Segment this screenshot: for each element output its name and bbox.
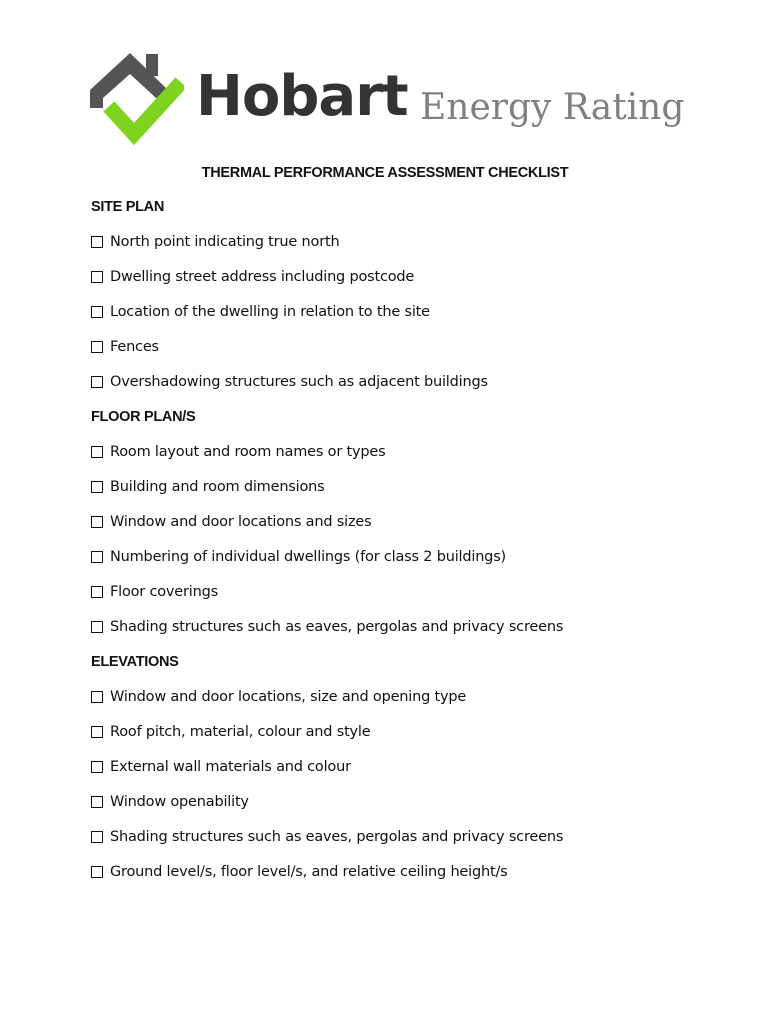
checklist-item-label: External wall materials and colour [110, 759, 351, 775]
checklist-item-label: Location of the dwelling in relation to the site [110, 304, 430, 320]
checklist-item-label: Ground level/s, floor level/s, and relative ceiling height/s [110, 864, 508, 880]
checkbox[interactable] [91, 761, 103, 773]
checklist-item-label: Shading structures such as eaves, pergolas and privacy screens [110, 619, 564, 635]
checklist-item-label: Window openability [110, 794, 249, 810]
checkbox[interactable] [91, 586, 103, 598]
section-heading: ELEVATIONS [91, 654, 179, 670]
checklist-item [91, 512, 731, 547]
checklist-item-label: Building and room dimensions [110, 479, 325, 495]
checklist-item [91, 722, 731, 757]
checkbox[interactable] [91, 306, 103, 318]
checklist-item [91, 477, 731, 512]
checklist-item [91, 442, 731, 477]
checkbox[interactable] [91, 726, 103, 738]
checklist-item [91, 757, 731, 792]
checklist-item-label: Floor coverings [110, 584, 218, 600]
checklist-item [91, 337, 731, 372]
checklist-item [91, 372, 731, 407]
checklist-item [91, 617, 731, 652]
checkbox[interactable] [91, 621, 103, 633]
checkbox[interactable] [91, 516, 103, 528]
checklist-item [91, 582, 731, 617]
checklist-item [91, 302, 731, 337]
house-chimney-icon [146, 54, 158, 76]
section-heading: FLOOR PLAN/S [91, 409, 196, 425]
brand-name: Hobart [196, 64, 408, 129]
checklist-item-label: Dwelling street address including postcode [110, 269, 415, 285]
checklist-item-label: Overshadowing structures such as adjacent buildings [110, 374, 488, 390]
checklist-item [91, 232, 731, 267]
checkbox[interactable] [91, 691, 103, 703]
checklist-item-label: North point indicating true north [110, 234, 340, 250]
checkbox[interactable] [91, 446, 103, 458]
brand-logo [90, 50, 690, 150]
checklist-item [91, 687, 731, 722]
house-check-logo-icon [90, 50, 184, 146]
checkbox[interactable] [91, 341, 103, 353]
checkmark-icon [114, 88, 176, 134]
checkbox[interactable] [91, 551, 103, 563]
section-heading: SITE PLAN [91, 199, 165, 215]
checklist-item-label: Window and door locations, size and opening type [110, 689, 467, 705]
checklist-item-label: Shading structures such as eaves, pergolas and privacy screens [110, 829, 564, 845]
checkbox[interactable] [91, 831, 103, 843]
checkbox[interactable] [91, 481, 103, 493]
checklist-item [91, 547, 731, 582]
checklist-item-label: Fences [110, 339, 159, 355]
checklist-item [91, 827, 731, 862]
checklist-item-label: Window and door locations and sizes [110, 514, 372, 530]
checklist-item [91, 862, 731, 897]
checklist-item [91, 792, 731, 827]
checklist [91, 197, 731, 897]
brand-tagline: Energy Rating [420, 87, 685, 128]
document-title: THERMAL PERFORMANCE ASSESSMENT CHECKLIST [201, 165, 569, 181]
checklist-item-label: Room layout and room names or types [110, 444, 386, 460]
checkbox[interactable] [91, 236, 103, 248]
checkbox[interactable] [91, 796, 103, 808]
checklist-item [91, 267, 731, 302]
checklist-item-label: Roof pitch, material, colour and style [110, 724, 371, 740]
checklist-item-label: Numbering of individual dwellings (for class 2 buildings) [110, 549, 507, 565]
checkbox[interactable] [91, 271, 103, 283]
checkbox[interactable] [91, 376, 103, 388]
checkbox[interactable] [91, 866, 103, 878]
